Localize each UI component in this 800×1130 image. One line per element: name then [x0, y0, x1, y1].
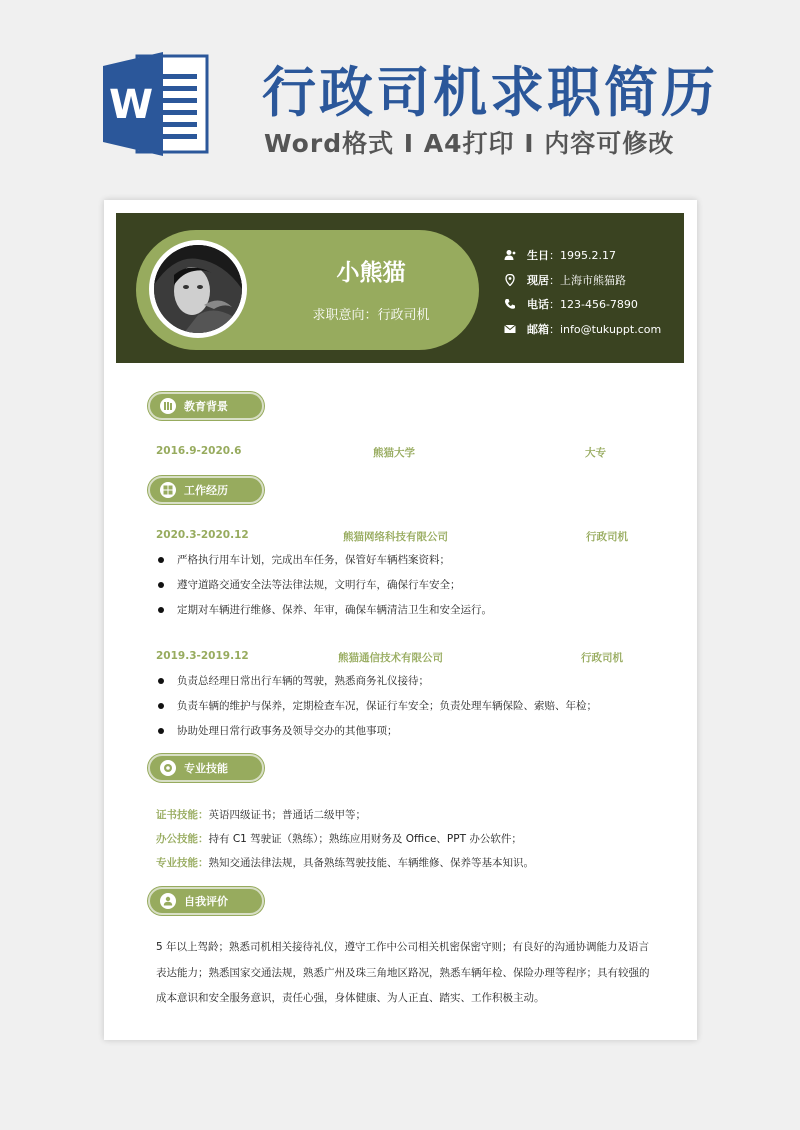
contact-info [504, 243, 684, 341]
education-row: 2016.9-2020.6 熊猫大学 大专 [156, 445, 606, 459]
list-item: 定期对车辆进行维修、保养、年审，确保车辆清洁卫生和安全运行。 [158, 602, 492, 617]
avatar-photo [154, 245, 242, 333]
avatar [149, 240, 247, 338]
candidate-name: 小熊猫 [336, 260, 406, 286]
info-birthday: 生日 ：1995.2.17 [504, 243, 684, 268]
logo-letter: W [108, 82, 154, 128]
work-job-1-row: 2020.3-2020.12 熊猫网络科技有限公司 行政司机 [156, 529, 628, 543]
phone-icon [504, 298, 516, 310]
list-item: 负责车辆的维护与保养，定期检查车况，保证行车安全；负责处理车辆保险、索赔、年检； [158, 698, 597, 713]
mail-icon [504, 323, 516, 335]
section-education-header: 教育背景 [148, 392, 264, 420]
badge-icon [163, 763, 173, 773]
skill-item: 专业技能：熟知交通法律法规，具备熟练驾驶技能、车辆维修、保养等基本知识。 [156, 857, 534, 869]
resume-header [116, 213, 684, 363]
section-skills-header: 专业技能 [148, 754, 264, 782]
info-phone: 电话 ：123-456-7890 [504, 292, 684, 317]
page-title: 行政司机求职简历 [262, 61, 718, 124]
list-item: 遵守道路交通安全法等法律法规，文明行车，确保行车安全； [158, 577, 461, 592]
skill-item: 证书技能：英语四级证书；普通话二级甲等； [156, 809, 366, 821]
banner [0, 0, 800, 190]
grid-icon [163, 485, 173, 495]
books-icon [163, 401, 173, 411]
self-evaluation-text: 5 年以上驾龄；熟悉司机相关接待礼仪，遵守工作中公司相关机密保密守则；有良好的沟通协调能力及语言表达能力；熟悉国家交通法规，熟悉广州及珠三角地区路况，熟悉车辆年检、保险办理等程序；具有较强的成本意识和安全服务意识，责任心强，身体健康、为人正直、踏实、工作积极主动。 [156, 941, 650, 1004]
location-icon [504, 274, 516, 286]
user-icon [163, 896, 173, 906]
work-job-2-row: 2019.3-2019.12 熊猫通信技术有限公司 行政司机 [156, 650, 623, 664]
name-pill [136, 230, 479, 350]
section-evaluation-header: 自我评价 [148, 887, 264, 915]
list-item: 协助处理日常行政事务及领导交办的其他事项； [158, 723, 398, 738]
skill-item: 办公技能：持有 C1 驾驶证（熟练）；熟练应用财务及 Office、PPT 办公软件； [156, 833, 522, 845]
list-item: 严格执行用车计划，完成出车任务，保管好车辆档案资料； [158, 552, 450, 567]
person-icon [504, 249, 516, 261]
info-location: 现居 ：上海市熊猫路 [504, 268, 684, 293]
section-work-header: 工作经历 [148, 476, 264, 504]
info-email: 邮箱 ：info@tukuppt.com [504, 317, 684, 342]
resume-page [104, 200, 697, 1040]
word-logo-icon [103, 52, 209, 156]
page-subtitle: Word格式 I A4打印 I 内容可修改 [264, 129, 675, 158]
list-item: 负责总经理日常出行车辆的驾驶，熟悉商务礼仪接待； [158, 673, 429, 688]
job-intent: 求职意向：行政司机 [312, 308, 430, 323]
